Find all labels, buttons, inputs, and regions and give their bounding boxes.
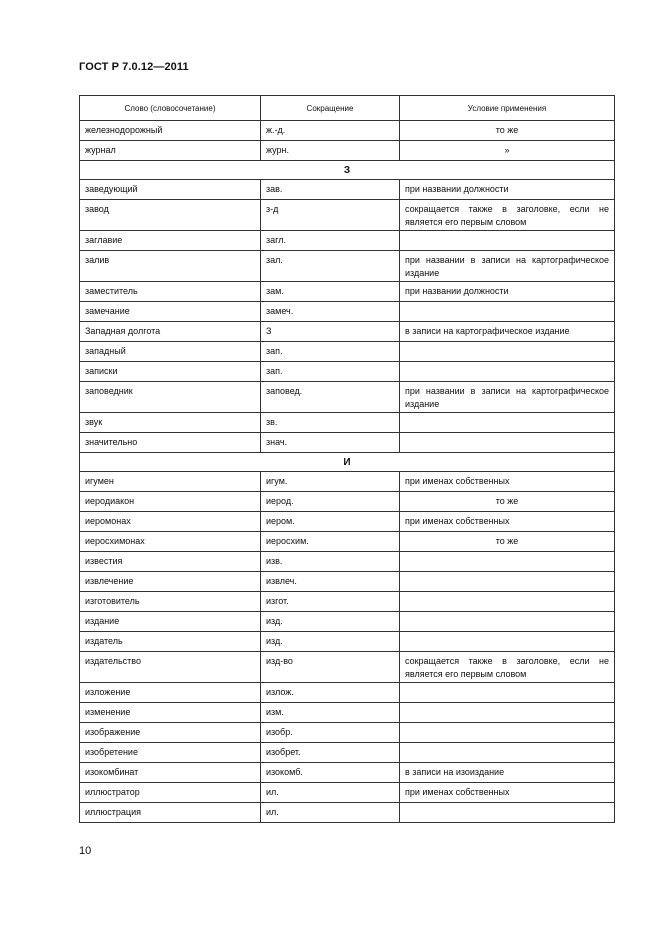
word-cell: изображение	[80, 723, 261, 743]
word-cell: журнал	[80, 141, 261, 161]
condition-cell	[400, 803, 615, 823]
condition-cell	[400, 703, 615, 723]
column-header-word: Слово (словосочетание)	[80, 96, 261, 121]
section-letter-row	[80, 161, 615, 180]
table-row	[80, 282, 615, 302]
abbreviation-cell: з-д	[261, 200, 400, 231]
word-cell: завод	[80, 200, 261, 231]
section-letter: И	[80, 453, 615, 472]
table-row	[80, 302, 615, 322]
word-cell: иеромонах	[80, 512, 261, 532]
word-cell: известия	[80, 552, 261, 572]
condition-cell: сокращается также в заголовке, если не является его первым словом	[400, 652, 615, 683]
condition-cell	[400, 362, 615, 382]
condition-cell: »	[400, 141, 615, 161]
table-row	[80, 322, 615, 342]
table-row	[80, 433, 615, 453]
abbreviation-cell: изв.	[261, 552, 400, 572]
condition-cell: при названии должности	[400, 180, 615, 200]
word-cell: иеродиакон	[80, 492, 261, 512]
word-cell: иеросхимонах	[80, 532, 261, 552]
abbreviation-cell: изобр.	[261, 723, 400, 743]
abbreviation-cell: зап.	[261, 362, 400, 382]
abbreviation-cell: изгот.	[261, 592, 400, 612]
column-header-condition: Условие применения	[400, 96, 615, 121]
word-cell: заместитель	[80, 282, 261, 302]
table-row	[80, 592, 615, 612]
table-row	[80, 783, 615, 803]
condition-cell	[400, 612, 615, 632]
condition-cell: при именах собственных	[400, 472, 615, 492]
table-row	[80, 180, 615, 200]
table-row	[80, 552, 615, 572]
table-row	[80, 703, 615, 723]
table-row	[80, 763, 615, 783]
abbreviation-cell: извлеч.	[261, 572, 400, 592]
word-cell: иллюстратор	[80, 783, 261, 803]
abbreviation-cell: знач.	[261, 433, 400, 453]
document-title: ГОСТ Р 7.0.12—2011	[79, 61, 189, 73]
word-cell: заповедник	[80, 382, 261, 413]
table-row	[80, 382, 615, 413]
condition-cell: в записи на изоиздание	[400, 763, 615, 783]
word-cell: изготовитель	[80, 592, 261, 612]
condition-cell	[400, 723, 615, 743]
condition-cell: сокращается также в заголовке, если не является его первым словом	[400, 200, 615, 231]
condition-cell	[400, 302, 615, 322]
table-row	[80, 532, 615, 552]
condition-cell	[400, 231, 615, 251]
word-cell: издательство	[80, 652, 261, 683]
abbreviation-cell: излож.	[261, 683, 400, 703]
abbreviation-cell: З	[261, 322, 400, 342]
word-cell: издание	[80, 612, 261, 632]
condition-cell	[400, 743, 615, 763]
column-header-abbreviation: Сокращение	[261, 96, 400, 121]
table-row	[80, 362, 615, 382]
word-cell: изокомбинат	[80, 763, 261, 783]
condition-cell: в записи на картографическое издание	[400, 322, 615, 342]
word-cell: значительно	[80, 433, 261, 453]
word-cell: Западная долгота	[80, 322, 261, 342]
abbreviation-cell: ил.	[261, 803, 400, 823]
condition-cell	[400, 592, 615, 612]
table-row	[80, 121, 615, 141]
section-letter: З	[80, 161, 615, 180]
abbreviation-cell: иером.	[261, 512, 400, 532]
abbreviation-cell: ж.-д.	[261, 121, 400, 141]
section-letter-row	[80, 453, 615, 472]
table-row	[80, 251, 615, 282]
abbreviation-cell: иеросхим.	[261, 532, 400, 552]
abbreviation-cell: изм.	[261, 703, 400, 723]
word-cell: игумен	[80, 472, 261, 492]
condition-cell	[400, 433, 615, 453]
abbreviation-cell: игум.	[261, 472, 400, 492]
condition-cell	[400, 342, 615, 362]
table-row	[80, 492, 615, 512]
abbreviations-table	[79, 95, 615, 823]
abbreviation-cell: зал.	[261, 251, 400, 282]
table-row	[80, 231, 615, 251]
abbreviation-cell: изокомб.	[261, 763, 400, 783]
condition-cell	[400, 552, 615, 572]
word-cell: железнодорожный	[80, 121, 261, 141]
word-cell: западный	[80, 342, 261, 362]
condition-cell: то же	[400, 121, 615, 141]
word-cell: иллюстрация	[80, 803, 261, 823]
page-number: 10	[79, 845, 92, 857]
condition-cell: при именах собственных	[400, 512, 615, 532]
table-row	[80, 803, 615, 823]
abbreviation-cell: замеч.	[261, 302, 400, 322]
word-cell: залив	[80, 251, 261, 282]
table-row	[80, 652, 615, 683]
table-row	[80, 200, 615, 231]
condition-cell	[400, 572, 615, 592]
table-row	[80, 472, 615, 492]
table-row	[80, 413, 615, 433]
table-row	[80, 342, 615, 362]
word-cell: заглавие	[80, 231, 261, 251]
condition-cell	[400, 632, 615, 652]
abbreviation-cell: зап.	[261, 342, 400, 362]
table-row	[80, 632, 615, 652]
table-header-row	[80, 96, 615, 121]
condition-cell	[400, 413, 615, 433]
condition-cell: то же	[400, 492, 615, 512]
abbreviation-cell: зв.	[261, 413, 400, 433]
abbreviation-cell: зав.	[261, 180, 400, 200]
table-row	[80, 743, 615, 763]
table-row	[80, 683, 615, 703]
condition-cell: при названии в записи на картографическое издание	[400, 251, 615, 282]
abbreviation-cell: изд-во	[261, 652, 400, 683]
word-cell: звук	[80, 413, 261, 433]
table-row	[80, 141, 615, 161]
condition-cell: при названии должности	[400, 282, 615, 302]
word-cell: изобретение	[80, 743, 261, 763]
word-cell: изложение	[80, 683, 261, 703]
word-cell: записки	[80, 362, 261, 382]
condition-cell: при названии в записи на картографическое издание	[400, 382, 615, 413]
table-row	[80, 572, 615, 592]
abbreviation-cell: ил.	[261, 783, 400, 803]
abbreviation-cell: зам.	[261, 282, 400, 302]
abbreviation-cell: изд.	[261, 612, 400, 632]
table-row	[80, 612, 615, 632]
table-row	[80, 723, 615, 743]
abbreviation-cell: заповед.	[261, 382, 400, 413]
abbreviation-cell: журн.	[261, 141, 400, 161]
word-cell: изменение	[80, 703, 261, 723]
condition-cell: то же	[400, 532, 615, 552]
condition-cell	[400, 683, 615, 703]
abbreviation-cell: изобрет.	[261, 743, 400, 763]
word-cell: извлечение	[80, 572, 261, 592]
word-cell: издатель	[80, 632, 261, 652]
abbreviation-cell: изд.	[261, 632, 400, 652]
abbreviation-cell: иерод.	[261, 492, 400, 512]
abbreviation-cell: загл.	[261, 231, 400, 251]
word-cell: заведующий	[80, 180, 261, 200]
condition-cell: при именах собственных	[400, 783, 615, 803]
word-cell: замечание	[80, 302, 261, 322]
table-row	[80, 512, 615, 532]
